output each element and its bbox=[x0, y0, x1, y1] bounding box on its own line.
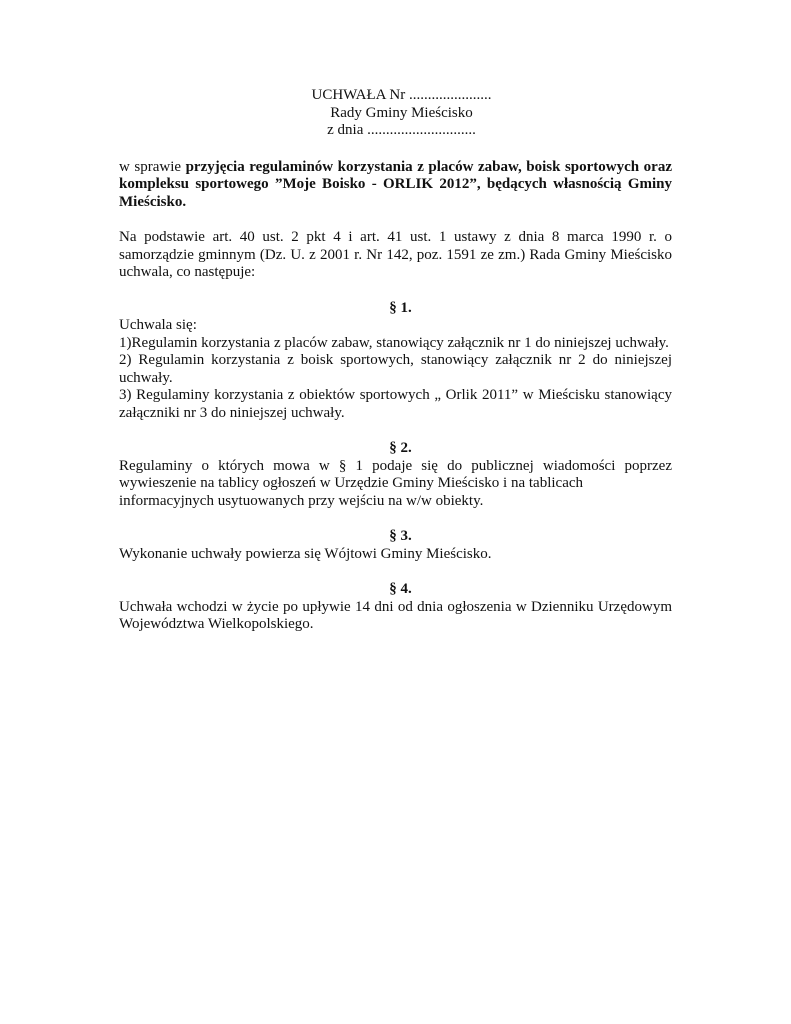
document-content bbox=[119, 87, 672, 634]
resolution-date: z dnia ............................. bbox=[327, 122, 476, 138]
section-4-title: § 4. bbox=[389, 581, 412, 597]
section-2-line-1: Regulaminy o których mowa w § 1 podaje się do publicznej wiadomości poprzez bbox=[119, 457, 672, 474]
resolution-subject bbox=[119, 159, 672, 212]
section-1-item-3: 3) Regulaminy korzystania z obiektów sportowych „ Orlik 2011” w Mieścisku stanowiący załączniki nr 3 do niniejszej uchwały. bbox=[119, 387, 672, 421]
section-3-text: Wykonanie uchwały powierza się Wójtowi Gminy Mieścisko. bbox=[119, 545, 492, 562]
section-3-title: § 3. bbox=[389, 528, 412, 544]
section-1-item-1: 1)Regulamin korzystania z placów zabaw, stanowiący załącznik nr 1 do niniejszej uchwały. bbox=[119, 334, 669, 351]
council-name: Rady Gminy Mieścisko bbox=[330, 104, 473, 121]
section-4-text: Uchwała wchodzi w życie po upływie 14 dni od dnia ogłoszenia w Dzienniku Urzędowym Województwa Wielkopolskiego. bbox=[119, 598, 672, 632]
section-2-title: § 2. bbox=[389, 440, 412, 456]
section-1-title: § 1. bbox=[389, 299, 412, 316]
section-2-line-2: wywieszenie na tablicy ogłoszeń w Urzędzie Gminy Mieścisko i na tablicach bbox=[119, 475, 584, 491]
section-1-intro: Uchwala się: bbox=[119, 317, 197, 333]
subject-title: przyjęcia regulaminów korzystania z placów zabaw, boisk sportowych oraz kompleksu sportowego ”Moje Boisko - ORLIK 2012”, będących własnością Gminy Mieścisko. bbox=[119, 158, 672, 210]
resolution-number: UCHWAŁA Nr ...................... bbox=[311, 87, 492, 103]
subject-prefix: w sprawie bbox=[119, 158, 186, 175]
resolution-header bbox=[131, 87, 672, 140]
legal-basis: Na podstawie art. 40 ust. 2 pkt 4 i art. 41 ust. 1 ustawy z dnia 8 marca 1990 r. o samorządzie gminnym (Dz. U. z 2001 r. Nr 142, poz. 1591 ze zm.) Rada Gminy Mieścisko uchwala, co następuje: bbox=[119, 229, 672, 280]
section-1-item-2: 2) Regulamin korzystania z boisk sportowych, stanowiący załącznik nr 2 do niniejszej uchwały. bbox=[119, 352, 672, 386]
section-2-line-3: informacyjnych usytuowanych przy wejściu na w/w obiekty. bbox=[119, 492, 484, 509]
